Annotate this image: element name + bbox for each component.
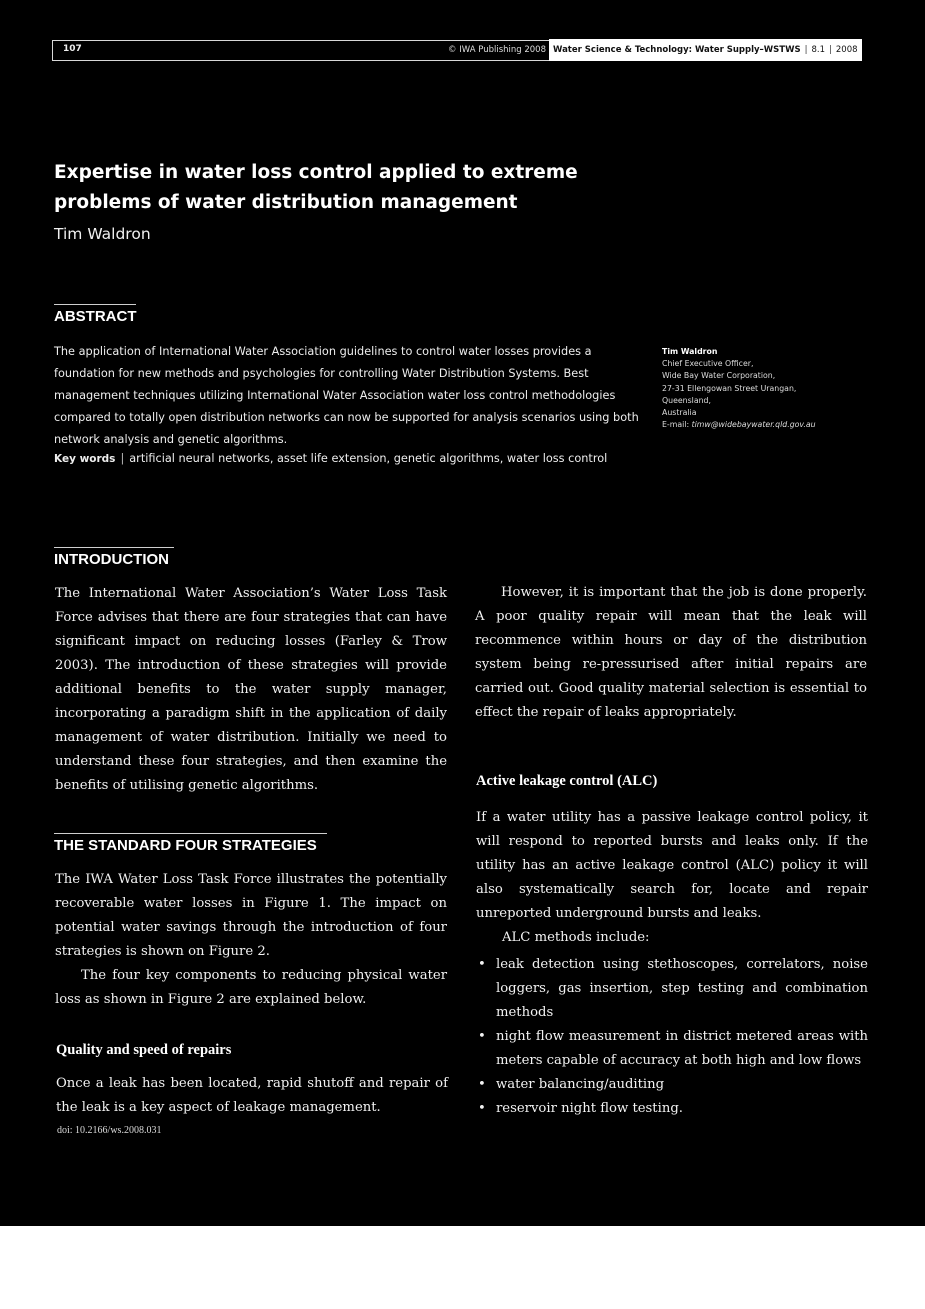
- abstract-heading: ABSTRACT: [54, 308, 137, 325]
- email-label: E-mail:: [662, 420, 692, 430]
- quality-repairs-text: [56, 1072, 448, 1120]
- author-affiliation: [662, 346, 862, 431]
- paragraph: ALC methods include:: [502, 930, 650, 945]
- quality-repairs-continued: [475, 581, 867, 725]
- paragraph: The four key components to reducing physical water loss as shown in Figure 2 are explained below.: [55, 968, 447, 1007]
- list-item: • leak detection using stethoscopes, correlators, noise loggers, gas insertion, step testing and combination methods: [476, 953, 868, 1025]
- journal-citation: [549, 39, 862, 61]
- keywords: [54, 452, 654, 465]
- four-strategies-heading: THE STANDARD FOUR STRATEGIES: [54, 837, 317, 854]
- list-item: • water balancing/auditing: [476, 1073, 868, 1097]
- quality-repairs-heading: Quality and speed of repairs: [56, 1042, 232, 1058]
- divider: |: [120, 452, 125, 465]
- affiliation-name: Tim Waldron: [662, 347, 718, 356]
- affiliation-line: Australia: [662, 408, 697, 418]
- section-rule: [54, 304, 136, 305]
- paragraph: Once a leak has been located, rapid shutoff and repair of the leak is a key aspect of leakage management.: [56, 1076, 448, 1115]
- keywords-list: artificial neural networks, asset life extension, genetic algorithms, water loss control: [129, 452, 608, 465]
- four-strategies-text: [55, 868, 447, 1012]
- introduction-heading: INTRODUCTION: [54, 551, 169, 568]
- abstract-text: The application of International Water Association guidelines to control water losses provides a foundation for new methods and psychologies for controlling Water Distribution Systems. Best management techniques utilizing International Water Association water loss control methodologies compared to totally open distribution networks can now be supported for analysis scenarios using both network analysis and genetic algorithms.: [54, 345, 639, 446]
- divider: |: [829, 45, 832, 55]
- paragraph: The International Water Association’s Water Loss Task Force advises that there are four strategies that can have significant impact on reducing losses (Farley & Trow 2003). The introduction of these strategies will provide additional benefits to the water supply manager, incorporating a paradigm shift in the application of daily management of water distribution. Initially we need to understand these four strategies, and then examine the benefits of utilising genetic algorithms.: [55, 586, 447, 793]
- section-rule: [54, 833, 327, 834]
- page-number: 107: [63, 44, 82, 54]
- paragraph: However, it is important that the job is done properly. A poor quality repair will mean that the leak will recommence within hours or day of the distribution system being re-pressurised after initial repairs are carried out. Good quality material selection is essential to effect the repair of leaks appropriately.: [475, 585, 867, 720]
- journal-title: Water Science & Technology: Water Supply–WSTWS: [553, 45, 801, 55]
- journal-volume: 8.1: [811, 45, 825, 55]
- affiliation-line: Queensland,: [662, 395, 711, 405]
- doi: doi: 10.2166/ws.2008.031: [57, 1125, 162, 1136]
- alc-text: [476, 806, 868, 950]
- email-link[interactable]: timw@widebaywater.qld.gov.au: [691, 420, 816, 430]
- journal-year: 2008: [835, 45, 858, 55]
- affiliation-line: Chief Executive Officer,: [662, 359, 754, 369]
- divider: |: [804, 45, 808, 55]
- affiliation-line: 27-31 Ellengowan Street Urangan,: [662, 383, 797, 393]
- alc-heading: Active leakage control (ALC): [476, 773, 658, 789]
- paragraph: The IWA Water Loss Task Force illustrates the potentially recoverable water losses in Figure 1. The impact on potential water savings through the introduction of four strategies is shown on Figure 2.: [55, 872, 447, 959]
- copyright-notice: © IWA Publishing 2008: [448, 45, 546, 55]
- list-item: • reservoir night flow testing.: [476, 1097, 868, 1121]
- article-title: Expertise in water loss control applied to extreme problems of water distribution management: [54, 162, 578, 213]
- article-author: Tim Waldron: [54, 225, 151, 243]
- running-header: [52, 40, 860, 61]
- keywords-label: Key words: [54, 453, 116, 465]
- paragraph: If a water utility has a passive leakage control policy, it will respond to reported bursts and leaks only. If the utility has an active leakage control (ALC) policy it will also systematically search for, locate and repair unreported underground bursts and leaks.: [476, 810, 868, 921]
- section-rule: [54, 547, 174, 548]
- alc-methods: [476, 953, 868, 1121]
- introduction-text: [55, 582, 447, 798]
- affiliation-email: [662, 419, 862, 431]
- list-item: • night flow measurement in district metered areas with meters capable of accuracy at both high and low flows: [476, 1025, 868, 1073]
- alc-methods-list: [476, 953, 868, 1121]
- affiliation-line: Wide Bay Water Corporation,: [662, 371, 776, 381]
